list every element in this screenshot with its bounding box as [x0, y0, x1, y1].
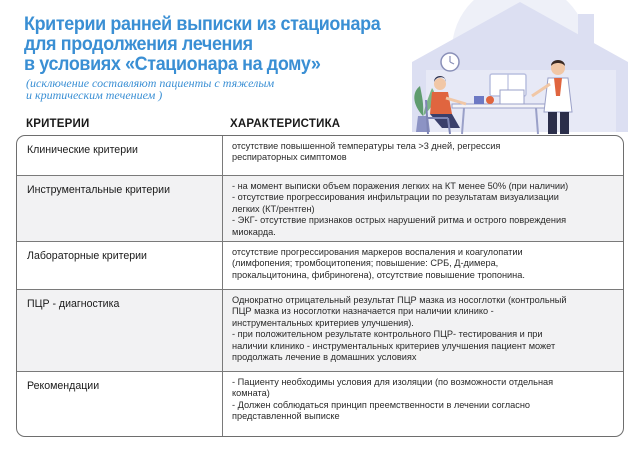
- row-text-line: продолжать лечение в домашних условиях: [232, 352, 417, 363]
- row-text-line: прокальцитонина, фибриногена), отсутствие повышение тропонина.: [232, 269, 525, 280]
- table-column-headers: [0, 118, 640, 132]
- table-icon: [452, 104, 548, 108]
- row-text-line: - на момент выписки объем поражения легких на КТ менее 50% (при наличии): [232, 181, 569, 191]
- characteristic-column-header: ХАРАКТЕРИСТИКА: [230, 118, 341, 130]
- row-text-line: легких (КТ/рентген): [232, 203, 315, 214]
- row-text-line: респираторных симптомов: [232, 152, 347, 163]
- subtitle-line-1: (исключение составляют пациенты с тяжелым: [26, 76, 275, 90]
- criteria-table: [16, 135, 624, 437]
- table-row-clinical: [17, 136, 623, 176]
- row-label: Инструментальные критерии: [17, 176, 223, 241]
- row-label: Рекомендации: [17, 372, 223, 437]
- row-text-line: ПЦР мазка из носоглотки назначается при наличии клинико -: [232, 306, 494, 317]
- page-header: [24, 14, 394, 101]
- row-characteristic: [223, 372, 623, 437]
- row-text-line: (лимфопения; тромбоцитопения; повышение: СРБ, Д-димера,: [232, 258, 499, 269]
- row-characteristic: [223, 242, 623, 289]
- subtitle: [26, 77, 394, 101]
- table-row-laboratory: [17, 242, 623, 290]
- row-text-line: - Должен соблюдаться принцип преемственности в лечении согласно: [232, 399, 531, 410]
- row-characteristic: [223, 290, 623, 371]
- row-text-line: - ЭКГ- отсутствие признаков острых нарушений ритма и острого повреждения: [232, 215, 567, 226]
- clock-icon: [441, 53, 459, 71]
- chimney-icon: [578, 14, 594, 44]
- row-text-line: комната): [232, 388, 270, 399]
- table-row-pcr: [17, 290, 623, 372]
- row-text-line: отсутствие повышенной температуры тела >3 дней, регрессия: [232, 141, 501, 151]
- row-characteristic: [223, 136, 623, 175]
- table-row-instrumental: [17, 176, 623, 242]
- medicine-bottle-icon: [486, 96, 494, 104]
- title-line-2: для продолжения лечения: [24, 33, 253, 55]
- laptop-icon: [500, 90, 524, 104]
- row-label: ПЦР - диагностика: [17, 290, 223, 371]
- title-line-1: Критерии ранней выписки из стационара: [24, 13, 381, 35]
- row-text-line: Однократно отрицательный результат ПЦР мазка из носоглотки (контрольный: [232, 295, 567, 305]
- row-text-line: отсутствие прогрессирования маркеров воспаления и коагулопатии: [232, 247, 523, 257]
- title-line-3: в условиях «Стационара на дому»: [24, 53, 321, 75]
- row-text-line: миокарда.: [232, 226, 276, 237]
- table-row-recommendations: [17, 372, 623, 437]
- pill-box-icon: [474, 96, 484, 104]
- row-text-line: наличии клинико - инструментальных критериев улучшения пациент может: [232, 340, 556, 351]
- row-characteristic: [223, 176, 623, 241]
- row-text-line: - отсутствие прогрессирования инфильтрации по результатам визуализации: [232, 192, 559, 203]
- row-label: Клинические критерии: [17, 136, 223, 175]
- row-text-line: - Пациенту необходимы условия для изоляции (по возможности отдельная: [232, 377, 554, 387]
- row-text-line: - при положительном результате контрольного ПЦР- тестирования и при: [232, 329, 543, 340]
- row-text-line: представленной выписке: [232, 411, 340, 422]
- row-text-line: инструментальных критериев улучшения).: [232, 317, 414, 328]
- subtitle-line-2: и критическим течением ): [26, 88, 163, 102]
- criteria-column-header: КРИТЕРИИ: [26, 118, 90, 130]
- row-label: Лабораторные критерии: [17, 242, 223, 289]
